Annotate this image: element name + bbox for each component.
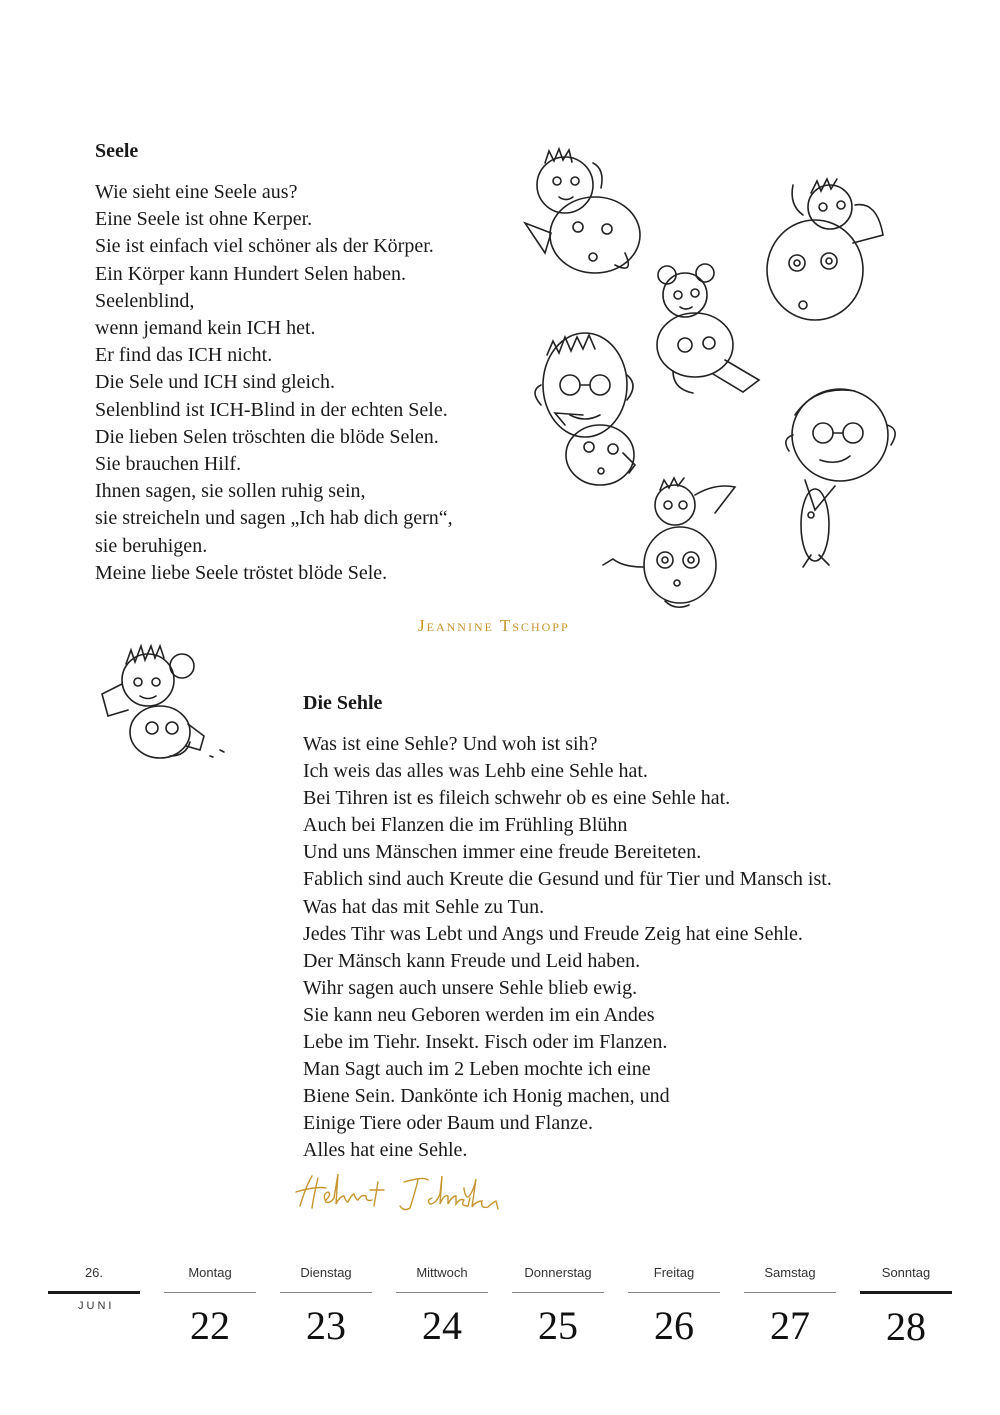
day-name: Mittwoch [416, 1265, 468, 1280]
poem-line: Und uns Mänschen immer eine freude Bereiteten. [303, 841, 702, 864]
day-column-monday[interactable] [164, 1262, 256, 1351]
day-name: Samstag [764, 1265, 816, 1280]
poem-line: Ein Körper kann Hundert Selen haben. [95, 262, 407, 285]
poem-line: Sie ist einfach viel schöner als der Körper. [95, 235, 434, 258]
day-name: Donnerstag [524, 1265, 592, 1280]
day-column-saturday[interactable] [744, 1262, 836, 1351]
day-date: 27 [770, 1303, 810, 1348]
poem-title: Die Sehle [303, 692, 383, 714]
poem-line: Alles hat eine Sehle. [303, 1139, 468, 1162]
day-name: Sonntag [881, 1265, 931, 1280]
divider [512, 1292, 604, 1293]
divider [860, 1291, 952, 1294]
week-calendar [0, 1262, 1000, 1412]
day-name: Dienstag [300, 1265, 352, 1280]
poem-line: Auch bei Flanzen die im Frühling Blühn [303, 814, 628, 837]
poem-seele [95, 140, 453, 587]
week-column [48, 1262, 140, 1312]
divider [48, 1291, 140, 1294]
divider [628, 1292, 720, 1293]
doodle-figure [525, 149, 640, 273]
day-date: 24 [422, 1303, 462, 1348]
poem-line: Die Sele und ICH sind gleich. [95, 371, 335, 394]
day-column-wednesday[interactable] [396, 1262, 488, 1351]
poem-line: Wihr sagen auch unsere Sehle blieb ewig. [303, 976, 638, 999]
day-name: Montag [188, 1265, 232, 1280]
day-date: 26 [654, 1303, 694, 1348]
poem-line: wenn jemand kein ICH het. [95, 317, 316, 340]
day-date: 23 [306, 1303, 346, 1348]
poem-line: Er find das ICH nicht. [95, 344, 273, 367]
day-name: Freitag [653, 1265, 695, 1280]
doodle-figure [767, 179, 883, 320]
day-column-thursday[interactable] [512, 1262, 604, 1351]
poem-line: Was ist eine Sehle? Und woh ist sih? [303, 733, 598, 755]
poem-line: Sie kann neu Geboren werden im ein Andes [303, 1003, 655, 1026]
month-label: JUNI [78, 1300, 115, 1312]
poem-line: Fablich sind auch Kreute die Gesund und für Tier und Mansch ist. [303, 868, 832, 891]
poem-line: Eine Seele ist ohne Kerper. [95, 208, 313, 231]
divider [396, 1292, 488, 1293]
doodle-figure [535, 333, 635, 485]
poem-line: Was hat das mit Sehle zu Tun. [303, 895, 545, 918]
poem-line: Ihnen sagen, sie sollen ruhig sein, [95, 480, 366, 503]
poem-title: Seele [95, 140, 139, 162]
doodle-figure [657, 264, 759, 393]
divider [744, 1292, 836, 1293]
doodle-figure [603, 478, 735, 607]
handwritten-signature [292, 1168, 532, 1218]
poem-line: sie streicheln und sagen „Ich hab dich gern“, [95, 507, 453, 530]
poem-line: Bei Tihren ist es fileich schwehr ob es eine Sehle hat. [303, 787, 731, 810]
divider [164, 1292, 256, 1293]
day-column-tuesday[interactable] [280, 1262, 372, 1351]
poem-die-sehle [303, 692, 832, 1165]
divider [280, 1292, 372, 1293]
day-column-friday[interactable] [628, 1262, 720, 1351]
poem-line: Lebe im Tiehr. Insekt. Fisch oder im Flanzen. [303, 1031, 668, 1054]
poem-line: sie beruhigen. [95, 534, 208, 557]
poem-line: Der Mänsch kann Freude und Leid haben. [303, 949, 641, 972]
poem-line: Sie brauchen Hilf. [95, 453, 242, 476]
poem-line: Seelenblind, [95, 289, 195, 312]
poem-line: Jedes Tihr was Lebt und Angs und Freude Zeig hat eine Sehle. [303, 922, 803, 945]
child-drawing-small [90, 640, 235, 765]
poem-line: Man Sagt auch im 2 Leben mochte ich eine [303, 1058, 651, 1081]
day-date: 22 [190, 1303, 230, 1348]
poem-body [303, 731, 832, 1165]
poem-line: Meine liebe Seele tröstet blöde Sele. [95, 561, 388, 584]
day-column-sunday[interactable] [860, 1262, 952, 1352]
doodle-figure [786, 389, 895, 567]
poem-line: Selenblind ist ICH-Blind in der echten Sele. [95, 398, 448, 421]
week-number: 26. [84, 1265, 104, 1280]
poem-line: Ich weis das alles was Lehb eine Sehle hat. [303, 760, 648, 783]
poem-line: Biene Sein. Dankönte ich Honig machen, und [303, 1085, 670, 1108]
poem-line: Wie sieht eine Seele aus? [95, 181, 298, 203]
day-date: 28 [886, 1304, 926, 1349]
poem-line: Die lieben Selen tröschten die blöde Selen. [95, 425, 439, 448]
day-date: 25 [538, 1303, 578, 1348]
doodle-figure [102, 646, 224, 758]
child-drawings-illustration [515, 135, 915, 615]
poem-body [95, 179, 453, 587]
poem-line: Einige Tiere oder Baum und Flanze. [303, 1112, 593, 1135]
poem-author: Jeannine Tschopp [418, 616, 570, 635]
